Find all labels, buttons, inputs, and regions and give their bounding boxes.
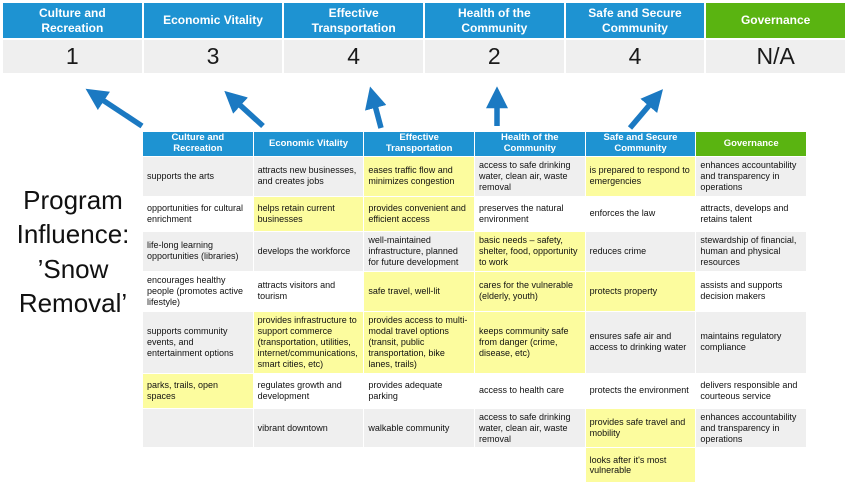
matrix-cell: access to safe drinking water, clean air, waste removal bbox=[475, 409, 585, 448]
matrix-cell: delivers responsible and courteous service bbox=[696, 374, 806, 408]
score-value: 3 bbox=[144, 40, 283, 73]
matrix-cell: walkable community bbox=[364, 409, 474, 448]
matrix-column-header: Health of the Community bbox=[475, 132, 585, 156]
matrix-cell: develops the workforce bbox=[254, 232, 364, 271]
matrix-cell: helps retain current businesses bbox=[254, 197, 364, 231]
matrix-cell: well-maintained infrastructure, planned for future development bbox=[364, 232, 474, 271]
matrix-cell: eases traffic flow and minimizes congestion bbox=[364, 157, 474, 196]
matrix-cell: access to safe drinking water, clean air, waste removal bbox=[475, 157, 585, 196]
matrix-cell: enforces the law bbox=[586, 197, 696, 231]
score-value: 1 bbox=[3, 40, 142, 73]
matrix-cell bbox=[364, 448, 474, 482]
matrix-cell: supports community events, and entertainment options bbox=[143, 312, 253, 373]
title-line: Removal’ bbox=[18, 287, 128, 318]
matrix-cell: supports the arts bbox=[143, 157, 253, 196]
matrix-cell: encourages healthy people (promotes active lifestyle) bbox=[143, 272, 253, 311]
matrix-cell bbox=[475, 448, 585, 482]
matrix-cell: protects the environment bbox=[586, 374, 696, 408]
matrix-cell: opportunities for cultural enrichment bbox=[143, 197, 253, 231]
matrix-cell: looks after it's most vulnerable bbox=[586, 448, 696, 482]
matrix-cell: enhances accountability and transparency in operations bbox=[696, 157, 806, 196]
matrix-cell: cares for the vulnerable (elderly, youth) bbox=[475, 272, 585, 311]
summary-header: Safe and Secure Community bbox=[566, 3, 705, 38]
matrix-cell: vibrant downtown bbox=[254, 409, 364, 448]
matrix-cell: protects property bbox=[586, 272, 696, 311]
summary-header: Health of the Community bbox=[425, 3, 564, 38]
program-influence-title bbox=[0, 183, 146, 320]
summary-header: Culture and Recreation bbox=[3, 3, 142, 38]
priority-matrix bbox=[143, 132, 806, 482]
matrix-cell: enhances accountability and transparency in operations bbox=[696, 409, 806, 448]
matrix-cell: provides access to multi-modal travel options (transit, public transportation, bike lanes, trails) bbox=[364, 312, 474, 373]
score-value: 4 bbox=[284, 40, 423, 73]
matrix-cell: provides safe travel and mobility bbox=[586, 409, 696, 448]
summary-header: Economic Vitality bbox=[144, 3, 283, 38]
matrix-cell: is prepared to respond to emergencies bbox=[586, 157, 696, 196]
matrix-column-header: Economic Vitality bbox=[254, 132, 364, 156]
matrix-cell: reduces crime bbox=[586, 232, 696, 271]
matrix-cell bbox=[143, 448, 253, 482]
matrix-cell: provides infrastructure to support commerce (transportation, utilities, internet/communications, smart cities, etc) bbox=[254, 312, 364, 373]
matrix-cell: provides adequate parking bbox=[364, 374, 474, 408]
arrow-economic-icon bbox=[230, 96, 263, 126]
matrix-cell: life-long learning opportunities (libraries) bbox=[143, 232, 253, 271]
score-value: 4 bbox=[566, 40, 705, 73]
matrix-cell: attracts, develops and retains talent bbox=[696, 197, 806, 231]
score-row bbox=[3, 40, 845, 73]
matrix-column-header: Safe and Secure Community bbox=[586, 132, 696, 156]
summary-header: Effective Transportation bbox=[284, 3, 423, 38]
matrix-cell bbox=[696, 448, 806, 482]
score-value: 2 bbox=[425, 40, 564, 73]
summary-bar bbox=[3, 3, 845, 38]
title-line: ’Snow bbox=[37, 253, 109, 284]
matrix-cell: attracts new businesses, and creates jobs bbox=[254, 157, 364, 196]
matrix-cell bbox=[143, 409, 253, 448]
matrix-cell: parks, trails, open spaces bbox=[143, 374, 253, 408]
matrix-cell: preserves the natural environment bbox=[475, 197, 585, 231]
matrix-column-header: Effective Transportation bbox=[364, 132, 474, 156]
matrix-column-header: Culture and Recreation bbox=[143, 132, 253, 156]
matrix-cell: maintains regulatory compliance bbox=[696, 312, 806, 373]
arrow-culture-icon bbox=[92, 93, 142, 126]
matrix-cell: attracts visitors and tourism bbox=[254, 272, 364, 311]
matrix-cell: keeps community safe from danger (crime, disease, etc) bbox=[475, 312, 585, 373]
summary-header: Governance bbox=[706, 3, 845, 38]
matrix-cell: safe travel, well-lit bbox=[364, 272, 474, 311]
matrix-cell: access to health care bbox=[475, 374, 585, 408]
title-line: Influence: bbox=[16, 219, 130, 250]
matrix-cell bbox=[254, 448, 364, 482]
influence-arrows bbox=[0, 80, 859, 132]
title-line: Program bbox=[23, 185, 123, 215]
arrow-safe-icon bbox=[630, 95, 658, 128]
matrix-cell: provides convenient and efficient access bbox=[364, 197, 474, 231]
matrix-cell: stewardship of financial, human and physical resources bbox=[696, 232, 806, 271]
score-value: N/A bbox=[706, 40, 845, 73]
arrow-transportation-icon bbox=[372, 94, 381, 128]
matrix-cell: regulates growth and development bbox=[254, 374, 364, 408]
matrix-column-header: Governance bbox=[696, 132, 806, 156]
matrix-cell: basic needs – safety, shelter, food, opportunity to work bbox=[475, 232, 585, 271]
matrix-cell: ensures safe air and access to drinking water bbox=[586, 312, 696, 373]
matrix-cell: assists and supports decision makers bbox=[696, 272, 806, 311]
